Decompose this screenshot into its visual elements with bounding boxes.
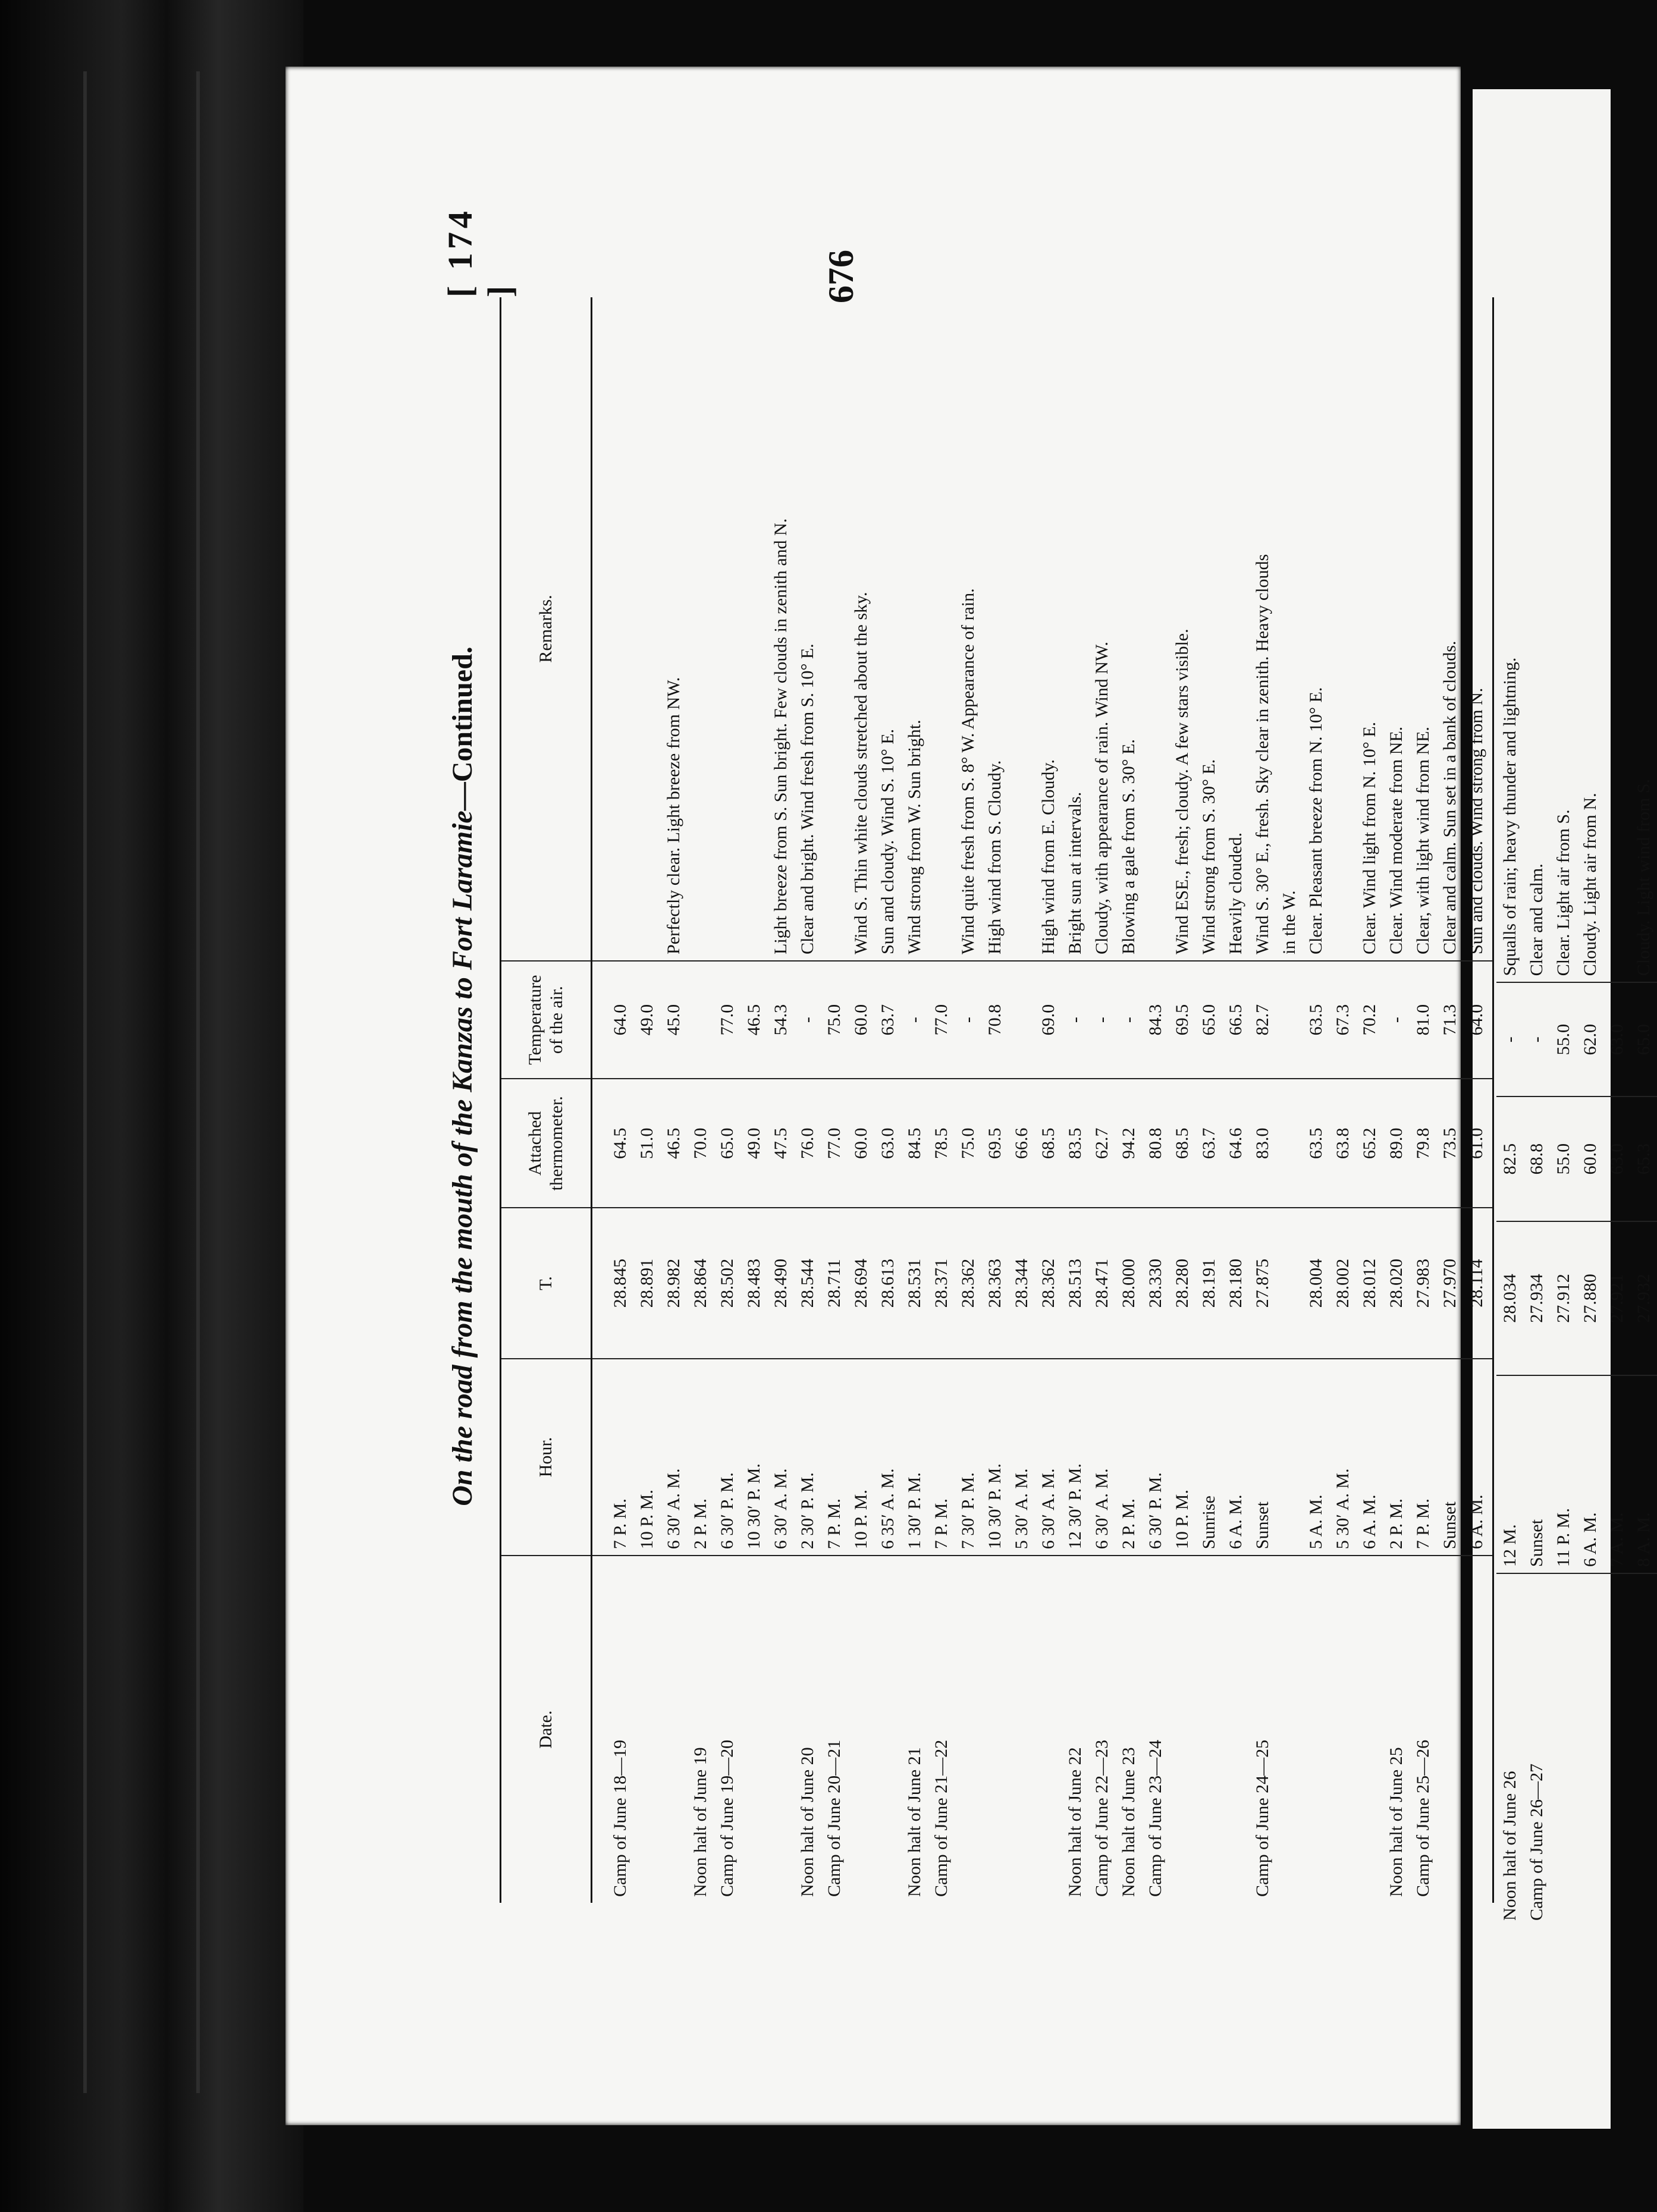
spacer-cell: [592, 961, 607, 1079]
next-table-body: [1496, 321, 1657, 1927]
cell-t: 28.191: [1195, 1208, 1222, 1358]
table-row: [1436, 297, 1463, 1903]
spacer-cell: [592, 1208, 607, 1358]
cell-air: -: [1088, 961, 1115, 1079]
cell-attached: 65.0: [714, 1079, 740, 1208]
cell-hour: 6 30′ A. M.: [1035, 1359, 1062, 1556]
cell-t: 28.114: [1463, 1208, 1490, 1358]
cell-hour: 7 P. M.: [821, 1359, 848, 1556]
cell-hour: 8 A. M.: [1630, 1375, 1657, 1573]
cell-remarks: Clear, with light wind from NE.: [1410, 297, 1436, 961]
cell-hour: Sunset: [1436, 1359, 1463, 1556]
spacer-cell: [592, 1359, 607, 1556]
cell-attached: 64.6: [1222, 1079, 1249, 1208]
cell-attached: 80.8: [1142, 1079, 1169, 1208]
cell-attached: 77.0: [821, 1079, 848, 1208]
cell-air: -: [1115, 961, 1142, 1079]
table-row: [1630, 321, 1657, 1927]
cell-date: Camp of June 24—25: [1253, 1739, 1272, 1897]
cell-air: 60.0: [848, 961, 874, 1079]
table-row: [660, 297, 687, 1903]
table-row: [1222, 297, 1249, 1903]
table-row: [1577, 321, 1603, 1927]
cell-attached: 55.0: [1550, 1096, 1577, 1221]
cell-hour: 2 P. M.: [1383, 1359, 1410, 1556]
cell-remarks: Wind S. 30° E., fresh. Sky clear in zenith. Heavy clouds: [1249, 297, 1276, 961]
cell-attached: 63.7: [1195, 1079, 1222, 1208]
cell-hour: 6 30′ A. M.: [1088, 1359, 1115, 1556]
cell-attached: 94.2: [1115, 1079, 1142, 1208]
table-row: [821, 297, 848, 1903]
cell-date: Noon halt of June 26: [1500, 1771, 1520, 1921]
cell-air: [1276, 961, 1303, 1079]
column-header-t: T.: [501, 1208, 592, 1358]
cell-attached: 63.0: [874, 1079, 901, 1208]
cell-t: 28.711: [821, 1208, 848, 1358]
cell-hour: 5 A. M.: [1303, 1359, 1329, 1556]
cell-air: 67.3: [1329, 961, 1356, 1079]
cell-date: [955, 1556, 981, 1903]
cell-attached: 47.5: [767, 1079, 794, 1208]
table-row: [1410, 297, 1436, 1903]
table-row: [981, 297, 1008, 1903]
cell-date: Noon halt of June 21: [905, 1747, 924, 1897]
cell-remarks: [821, 297, 848, 961]
cell-date: Camp of June 19—20: [717, 1739, 737, 1897]
rotated-page-content: [321, 190, 1486, 2093]
cell-air: 64.0: [607, 961, 633, 1079]
cell-hour: 10 P. M.: [848, 1359, 874, 1556]
cell-air: -: [1496, 982, 1523, 1096]
cell-date: Camp of June 22—23: [1092, 1739, 1112, 1897]
cell-air: -: [1062, 961, 1088, 1079]
cell-date: Camp of June 25—26: [1413, 1739, 1433, 1897]
table-row: [1383, 297, 1410, 1903]
table-title-text: On the road from the mouth of the Kanzas to Fort Laramie: [447, 810, 478, 1506]
table-row: [1550, 321, 1577, 1927]
cell-remarks: Heavily clouded.: [1222, 297, 1249, 961]
column-header-air: Temperature of the air.: [501, 961, 592, 1079]
cell-air: 66.5: [1222, 961, 1249, 1079]
cell-remarks: Cloudy. Light wind from S.: [1630, 321, 1657, 982]
cell-t: 28.000: [1115, 1208, 1142, 1358]
table-row: [1496, 321, 1523, 1927]
cell-air: 65.0: [1195, 961, 1222, 1079]
cell-hour: 7 P. M.: [1410, 1359, 1436, 1556]
cell-attached: 83.5: [1062, 1079, 1088, 1208]
cell-t: 28.544: [794, 1208, 821, 1358]
table-row: [1062, 297, 1088, 1903]
cell-remarks: Clear. Light air from S.: [1550, 321, 1577, 982]
cell-t: 28.864: [687, 1208, 714, 1358]
cell-hour: 7 30′ P. M.: [955, 1359, 981, 1556]
cell-attached: 79.8: [1410, 1079, 1436, 1208]
cell-remarks: Clear and bright. Wind fresh from S. 10° E.: [794, 297, 821, 961]
cell-date: [1276, 1556, 1303, 1903]
table-row: [1115, 297, 1142, 1903]
cell-air: -: [901, 961, 928, 1079]
cell-air: -: [1523, 982, 1550, 1096]
table-row: [901, 297, 928, 1903]
cell-date: Noon halt of June 19: [691, 1747, 710, 1897]
cell-t: 28.613: [874, 1208, 901, 1358]
cell-air: -: [794, 961, 821, 1079]
cell-remarks: Blowing a gale from S. 30° E.: [1115, 297, 1142, 961]
cell-hour: 7 P. M.: [607, 1359, 633, 1556]
cell-remarks: Wind strong from S. 30° E.: [1195, 297, 1222, 961]
cell-hour: 6 A. M.: [1356, 1359, 1383, 1556]
cell-remarks: Clear. Wind moderate from NE.: [1383, 297, 1410, 961]
table-row: [687, 297, 714, 1903]
cell-remarks: [633, 297, 660, 961]
cell-remarks: Light breeze from S. Sun bright. Few clouds in zenith and N.: [767, 297, 794, 961]
cell-t: 28.004: [1303, 1208, 1329, 1358]
table-row: [955, 297, 981, 1903]
cell-remarks: [1603, 321, 1630, 982]
table-row: [1008, 297, 1035, 1903]
bracket-page-number: [ 174 ]: [441, 208, 519, 297]
cell-air: 69.0: [1035, 961, 1062, 1079]
cell-date: Camp of June 20—21: [824, 1739, 844, 1897]
cell-air: 62.0: [1577, 982, 1603, 1096]
next-page-table: [1496, 321, 1657, 1927]
cell-hour: Sunset: [1523, 1375, 1550, 1573]
cell-t: 27.912: [1550, 1221, 1577, 1375]
cell-t: 28.513: [1062, 1208, 1088, 1358]
cell-remarks: Wind ESE., fresh; cloudy. A few stars visible.: [1169, 297, 1195, 961]
cell-t: 28.344: [1008, 1208, 1035, 1358]
cell-attached: 82.5: [1496, 1096, 1523, 1221]
cell-remarks: Clear. Pleasant breeze from N. 10° E.: [1303, 297, 1329, 961]
table-row: [1088, 297, 1115, 1903]
cell-date: [660, 1556, 687, 1903]
table-row: [1276, 297, 1303, 1903]
cell-air: 81.0: [1410, 961, 1436, 1079]
cell-remarks: Cloudy. Light air from N.: [1577, 321, 1603, 982]
cell-hour: 7 A. M.: [1603, 1375, 1630, 1573]
spine-edge-line: [196, 71, 200, 2093]
cell-t: 28.362: [1035, 1208, 1062, 1358]
cell-date: [1356, 1556, 1383, 1903]
column-header-hour: Hour.: [501, 1359, 592, 1556]
cell-hour: 6 35′ A. M.: [874, 1359, 901, 1556]
cell-attached: 49.0: [740, 1079, 767, 1208]
cell-attached: 68.8: [1523, 1096, 1550, 1221]
table-row: [1523, 321, 1550, 1927]
cell-remarks: Clear and calm. Sun set in a bank of clouds.: [1436, 297, 1463, 961]
spacer-row: [592, 297, 607, 1903]
table-row: [740, 297, 767, 1903]
cell-air: 63.0: [1603, 982, 1630, 1096]
cell-remarks: Wind strong from W. Sun bright.: [901, 297, 928, 961]
table-row: [928, 297, 955, 1903]
cell-hour: 12 30′ P. M.: [1062, 1359, 1088, 1556]
table-title-suffix: —Continued.: [447, 646, 478, 811]
cell-attached: 78.5: [928, 1079, 955, 1208]
table-row: [1169, 297, 1195, 1903]
cell-t: 28.002: [1329, 1208, 1356, 1358]
cell-date: Noon halt of June 25: [1386, 1747, 1406, 1897]
cell-date: [1329, 1556, 1356, 1903]
cell-t: 28.891: [633, 1208, 660, 1358]
table-row: [714, 297, 740, 1903]
table-row: [607, 297, 633, 1903]
cell-date: Noon halt of June 22: [1065, 1747, 1085, 1897]
cell-hour: 1 30′ P. M.: [901, 1359, 928, 1556]
spacer-cell: [592, 1556, 607, 1903]
cell-remarks: High wind from E. Cloudy.: [1035, 297, 1062, 961]
cell-attached: 89.0: [1383, 1079, 1410, 1208]
cell-date: [1035, 1556, 1062, 1903]
cell-attached: 65.2: [1356, 1079, 1383, 1208]
cell-attached: 68.5: [1035, 1079, 1062, 1208]
cell-air: [687, 961, 714, 1079]
cell-date: [1169, 1556, 1195, 1903]
table-row: [1195, 297, 1222, 1903]
cell-hour: Sunset: [1249, 1359, 1276, 1556]
cell-date: [1008, 1556, 1035, 1903]
cell-air: 64.0: [1463, 961, 1490, 1079]
cell-date: [1630, 1573, 1657, 1927]
cell-remarks: Sun and cloudy. Wind S. 10° E.: [874, 297, 901, 961]
cell-date: [1195, 1556, 1222, 1903]
table-row: [1035, 297, 1062, 1903]
cell-t: 28.363: [981, 1208, 1008, 1358]
cell-t: 28.012: [1356, 1208, 1383, 1358]
cell-t: 28.180: [1222, 1208, 1249, 1358]
cell-attached: 63.5: [1303, 1079, 1329, 1208]
cell-attached: 63.0: [1603, 1096, 1630, 1221]
cell-date: [1550, 1573, 1577, 1927]
cell-t: 28.020: [1383, 1208, 1410, 1358]
cell-date: Camp of June 23—24: [1146, 1739, 1165, 1897]
cell-hour: [1276, 1359, 1303, 1556]
next-page-content: [1473, 214, 1651, 2117]
cell-attached: 51.0: [633, 1079, 660, 1208]
cell-hour: 6 A. M.: [1577, 1375, 1603, 1573]
cell-remarks: Bright sun at intervals.: [1062, 297, 1088, 961]
table-row: [633, 297, 660, 1903]
cell-date: [1577, 1573, 1603, 1927]
cell-hour: 2 P. M.: [1115, 1359, 1142, 1556]
cell-attached: 64.5: [607, 1079, 633, 1208]
cell-air: -: [955, 961, 981, 1079]
cell-date: [633, 1556, 660, 1903]
spacer-cell: [592, 1079, 607, 1208]
cell-t: 28.362: [955, 1208, 981, 1358]
cell-attached: 83.0: [1249, 1079, 1276, 1208]
cell-t: 27.875: [1249, 1208, 1276, 1358]
cell-air: 63.7: [874, 961, 901, 1079]
cell-air: 46.5: [740, 961, 767, 1079]
cell-hour: 11 P. M.: [1550, 1375, 1577, 1573]
cell-hour: 7 P. M.: [928, 1359, 955, 1556]
cell-date: [874, 1556, 901, 1903]
table-title: [446, 321, 479, 1831]
cell-t: 27.970: [1436, 1208, 1463, 1358]
cell-attached: 60.0: [848, 1079, 874, 1208]
cell-hour: 10 30′ P. M.: [740, 1359, 767, 1556]
cell-date: [1603, 1573, 1630, 1927]
cell-remarks: Clear and calm.: [1523, 321, 1550, 982]
cell-t: 28.845: [607, 1208, 633, 1358]
cell-air: 65.0: [1630, 982, 1657, 1096]
cell-hour: 5 30′ A. M.: [1329, 1359, 1356, 1556]
cell-hour: 10 P. M.: [633, 1359, 660, 1556]
column-header-attached: Attached thermometer.: [501, 1079, 592, 1208]
cell-attached: 68.5: [1169, 1079, 1195, 1208]
cell-air: 71.3: [1436, 961, 1463, 1079]
cell-t: 28.330: [1142, 1208, 1169, 1358]
cell-t: 27.880: [1577, 1221, 1603, 1375]
cell-air: 69.5: [1169, 961, 1195, 1079]
cell-t: 27.983: [1410, 1208, 1436, 1358]
page-number: 676: [821, 250, 861, 303]
cell-air: 55.0: [1550, 982, 1577, 1096]
cell-hour: Sunrise: [1195, 1359, 1222, 1556]
table-row: [767, 297, 794, 1903]
cell-attached: 76.0: [794, 1079, 821, 1208]
table-row: [874, 297, 901, 1903]
cell-attached: 69.5: [981, 1079, 1008, 1208]
cell-date: [740, 1556, 767, 1903]
cell-date: Noon halt of June 23: [1119, 1747, 1138, 1897]
table-body: [592, 297, 1493, 1903]
table-row: [848, 297, 874, 1903]
cell-air: 63.5: [1303, 961, 1329, 1079]
cell-remarks: Clear. Wind light from N. 10° E.: [1356, 297, 1383, 961]
cell-hour: 10 30′ P. M.: [981, 1359, 1008, 1556]
table-row: [1603, 321, 1630, 1927]
cell-t: [1276, 1208, 1303, 1358]
table-row: [1303, 297, 1329, 1903]
spacer-cell: [592, 297, 607, 961]
book-spine: [0, 0, 303, 2212]
cell-attached: 46.5: [660, 1079, 687, 1208]
cell-remarks: Wind quite fresh from S. 8° W. Appearance of rain.: [955, 297, 981, 961]
cell-air: 70.8: [981, 961, 1008, 1079]
cell-air: [1008, 961, 1035, 1079]
table-row: [794, 297, 821, 1903]
cell-t: 28.280: [1169, 1208, 1195, 1358]
cell-remarks: [740, 297, 767, 961]
cell-t: 28.531: [901, 1208, 928, 1358]
cell-t: 28.034: [1496, 1221, 1523, 1375]
column-header-remarks: Remarks.: [501, 297, 592, 961]
cell-remarks: [607, 297, 633, 961]
cell-air: 54.3: [767, 961, 794, 1079]
cell-hour: 6 30′ P. M.: [714, 1359, 740, 1556]
cell-attached: 60.0: [1577, 1096, 1603, 1221]
cell-hour: 10 P. M.: [1169, 1359, 1195, 1556]
cell-t: 28.694: [848, 1208, 874, 1358]
cell-date: [767, 1556, 794, 1903]
cell-t: 27.932: [1630, 1221, 1657, 1375]
cell-t: 28.483: [740, 1208, 767, 1358]
cell-date: [981, 1556, 1008, 1903]
cell-attached: [1276, 1079, 1303, 1208]
cell-remarks: Squalls of rain; heavy thunder and lightning.: [1496, 321, 1523, 982]
cell-air: 77.0: [714, 961, 740, 1079]
table-row: [1142, 297, 1169, 1903]
cell-date: Camp of June 21—22: [931, 1739, 951, 1897]
spine-edge-line: [83, 71, 87, 2093]
cell-air: 75.0: [821, 961, 848, 1079]
cell-date: [1436, 1556, 1463, 1903]
column-header-date: Date.: [501, 1556, 592, 1903]
cell-attached: 61.0: [1463, 1079, 1490, 1208]
cell-remarks: High wind from S. Cloudy.: [981, 297, 1008, 961]
cell-hour: 6 30′ A. M.: [660, 1359, 687, 1556]
cell-date: [848, 1556, 874, 1903]
cell-remarks: in the W.: [1276, 297, 1303, 961]
cell-air: 70.2: [1356, 961, 1383, 1079]
cell-attached: 70.0: [687, 1079, 714, 1208]
cell-t: 28.502: [714, 1208, 740, 1358]
cell-attached: 73.5: [1436, 1079, 1463, 1208]
cell-date: Camp of June 26—27: [1527, 1763, 1546, 1921]
cell-date: Camp of June 18—19: [610, 1739, 630, 1897]
cell-remarks: Sun and clouds. Wind strong from N.: [1463, 297, 1490, 961]
cell-t: 28.490: [767, 1208, 794, 1358]
cell-t: 27.934: [1523, 1221, 1550, 1375]
cell-air: 82.7: [1249, 961, 1276, 1079]
cell-attached: 65.3: [1630, 1096, 1657, 1221]
cell-remarks: Cloudy, with appearance of rain. Wind NW.: [1088, 297, 1115, 961]
cell-hour: 6 30′ A. M.: [767, 1359, 794, 1556]
cell-remarks: Perfectly clear. Light breeze from NW.: [660, 297, 687, 961]
cell-remarks: [1142, 297, 1169, 961]
cell-date: Noon halt of June 20: [798, 1747, 817, 1897]
cell-hour: 2 30′ P. M.: [794, 1359, 821, 1556]
cell-hour: 6 30′ P. M.: [1142, 1359, 1169, 1556]
cell-t: 27.921: [1603, 1221, 1630, 1375]
cell-attached: 63.8: [1329, 1079, 1356, 1208]
cell-air: 77.0: [928, 961, 955, 1079]
cell-remarks: Wind S. Thin white clouds stretched about the sky.: [848, 297, 874, 961]
cell-hour: 2 P. M.: [687, 1359, 714, 1556]
cell-attached: 75.0: [955, 1079, 981, 1208]
table-row: [1249, 297, 1276, 1903]
cell-air: 45.0: [660, 961, 687, 1079]
cell-hour: 5 30′ A. M.: [1008, 1359, 1035, 1556]
cell-remarks: [1329, 297, 1356, 961]
cell-date: [1222, 1556, 1249, 1903]
cell-attached: 62.7: [1088, 1079, 1115, 1208]
table-header-row: [501, 297, 592, 1903]
cell-remarks: [1008, 297, 1035, 961]
cell-date: [1303, 1556, 1329, 1903]
table-row: [1356, 297, 1383, 1903]
cell-air: 49.0: [633, 961, 660, 1079]
cell-remarks: [714, 297, 740, 961]
cell-remarks: [928, 297, 955, 961]
cell-hour: 12 M.: [1496, 1375, 1523, 1573]
cell-hour: 6 A. M.: [1222, 1359, 1249, 1556]
cell-air: -: [1383, 961, 1410, 1079]
cell-remarks: [687, 297, 714, 961]
cell-attached: 84.5: [901, 1079, 928, 1208]
table-row: [1329, 297, 1356, 1903]
cell-hour: 6 A. M.: [1463, 1359, 1490, 1556]
cell-t: 28.371: [928, 1208, 955, 1358]
weather-table: [500, 297, 1494, 1903]
cell-air: 84.3: [1142, 961, 1169, 1079]
cell-t: 28.471: [1088, 1208, 1115, 1358]
cell-attached: 66.6: [1008, 1079, 1035, 1208]
cell-t: 28.982: [660, 1208, 687, 1358]
